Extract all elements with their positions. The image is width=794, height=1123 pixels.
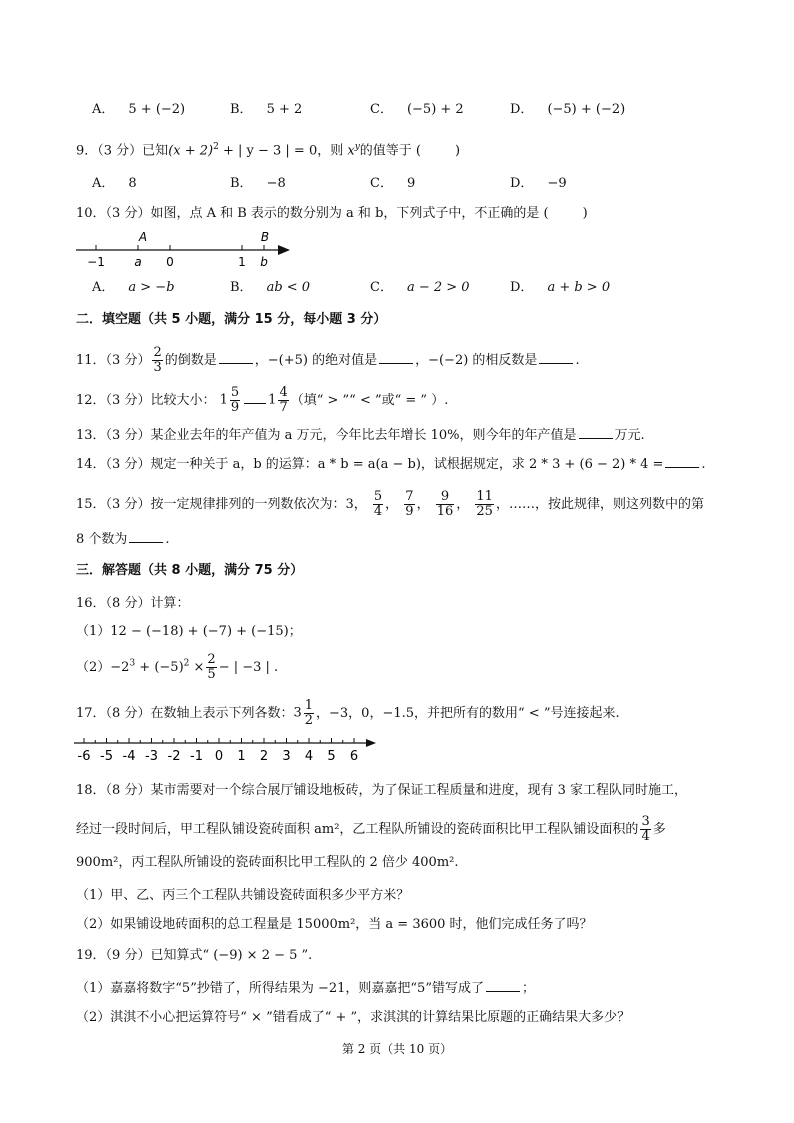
- q8-option-d[interactable]: D． (−5) + (−2): [510, 102, 626, 117]
- tick-label-0: 0: [166, 255, 174, 269]
- q10-option-d[interactable]: D． a + b > 0: [510, 280, 611, 295]
- tick-label-b: b: [260, 255, 268, 269]
- q10-number-line: [70, 228, 300, 272]
- q8-option-b[interactable]: B． 5 + 2: [230, 102, 303, 117]
- point-b-label: B: [260, 230, 270, 244]
- q17-ticks: [78, 738, 359, 764]
- q17-tick-label: 0: [214, 749, 224, 764]
- q15-stem: 15．（3 分）按一定规律排列的一列数依次为：3， $\frac{5}{4}$ ， $\frac{7}{9}$ ， $\frac{9}{16}$ ， $\frac{11}{25}$ ，……，按此规律，则这列数中的第: [76, 489, 704, 519]
- q11-blank-1[interactable]: [219, 349, 253, 364]
- q15-fraction-2: $\frac{7}{9}$: [405, 489, 414, 519]
- q16-fraction: $\frac{2}{5}$: [207, 652, 216, 682]
- q15-fraction-1: $\frac{5}{4}$: [373, 489, 383, 519]
- section2-heading: 二．填空题（共 5 小题，满分 15 分，每小题 3 分）: [76, 312, 387, 327]
- tick-label-a: a: [134, 255, 142, 269]
- q9-option-b[interactable]: B． −8: [230, 176, 286, 191]
- q13-blank[interactable]: [579, 424, 613, 439]
- q13-stem: 13．（3 分）某企业去年的年产值为 a 万元，今年比去年增长 10%，则今年的年产值是 万元.: [76, 424, 645, 446]
- q18-line3: 900m²，丙工程队所铺设的瓷砖面积比甲工程队的 2 倍少 400m².: [76, 855, 459, 870]
- q16-part2: $(2)-2^3 + (-5)^2$ × $\frac{2}{5}$ − | −3 | .: [76, 652, 279, 682]
- q17-tick-label: 5: [327, 749, 336, 764]
- q16-part1: （1）12 − (−18) + (−7) + (−15)；: [76, 624, 302, 639]
- q17-tick-label: -6: [77, 749, 91, 764]
- q18-part2: （2）如果铺设地砖面积的总工程量是 15000m²，当 a = 3600 时，他们完成任务了吗？: [76, 917, 593, 932]
- q9-stem: 9．（3 分）已知$(x + 2)^2$ + | y − 3 | = 0，则 $x^y$的值等于 ( ): [76, 142, 461, 159]
- q10-stem: 10．（3 分）如图，点 A 和 B 表示的数分别为 a 和 b，下列式子中，不正确的是 ( ): [76, 206, 588, 221]
- q8-option-a[interactable]: A． 5 + (−2): [92, 102, 186, 117]
- q17-tick-label: -5: [100, 749, 113, 764]
- q14-blank[interactable]: [665, 453, 699, 468]
- tick-label-1: 1: [238, 255, 246, 269]
- q18-line2: 经过一段时间后，甲工程队铺设瓷砖面积 am²，乙工程队所铺设的瓷砖面积比甲工程队铺设面积的 $\frac{3}{4}$ 多: [76, 814, 666, 844]
- q12-stem: 12．（3 分）比较大小： 1 $\frac{5}{9}$ 1 $\frac{4}{7}$ （填“ > ”“ < ”或“ = ” ）.: [76, 385, 449, 415]
- number-line-arrow: [278, 245, 290, 255]
- section3-heading: 三．解答题（共 8 小题，满分 75 分）: [76, 563, 304, 578]
- q12-blank[interactable]: [244, 389, 266, 404]
- q17-tick-label: 3: [282, 749, 291, 764]
- q16-title: 16．（8 分）计算：: [76, 596, 190, 611]
- q19-part2: （2）淇淇不小心把运算符号“ × ”错看成了“ + ”，求淇淇的计算结果比原题的正确结果大多少？: [76, 1010, 631, 1025]
- q17-tick-label: 4: [304, 749, 314, 764]
- q10-option-a[interactable]: A． a > −b: [92, 280, 175, 295]
- q8-options: [92, 100, 712, 120]
- q19-title: 19．（9 分）已知算式“ (−9) × 2 − 5 ”.: [76, 948, 313, 963]
- q12-mixed-number-1: 1 $\frac{5}{9}$: [219, 385, 240, 415]
- q11-blank-2[interactable]: [379, 349, 413, 364]
- q19-part1: （1）嘉嘉将数字“5”抄错了，所得结果为 −21，则嘉嘉把“5”错写成了 ；: [76, 977, 535, 999]
- q17-tick-label: -1: [190, 749, 203, 764]
- q17-number-line: [70, 733, 390, 765]
- q11-blank-3[interactable]: [539, 349, 573, 364]
- q10-option-b[interactable]: B． ab < 0: [230, 280, 311, 295]
- q18-part1: （1）甲、乙、丙三个工程队共铺设瓷砖面积多少平方米？: [76, 888, 410, 903]
- tick-label-neg1: −1: [87, 255, 105, 269]
- q19-blank[interactable]: [486, 977, 520, 992]
- page-footer: 第 2 页（共 10 页）: [341, 1042, 453, 1056]
- q8-option-c[interactable]: C． (−5) + 2: [370, 102, 464, 117]
- q17-mixed-number: 3 $\frac{1}{2}$: [293, 698, 314, 728]
- q17-tick-label: 2: [259, 749, 269, 764]
- q11-stem: 11．（3 分） $\frac{2}{3}$ 的倒数是 ，−(+5) 的绝对值是 ，−(−2) 的相反数是 .: [76, 345, 580, 375]
- q14-stem: 14．（3 分）规定一种关于 a，b 的运算：a * b = a(a − b)，试根据规定，求 2 * 3 + (6 − 2) * 4 = .: [76, 453, 706, 475]
- q11-fraction: $\frac{2}{3}$: [153, 345, 162, 375]
- q17-tick-label: -3: [145, 749, 158, 764]
- q17-arrow: [366, 739, 376, 747]
- q9-option-c[interactable]: C． 9: [370, 176, 416, 191]
- q17-tick-label: -2: [167, 749, 181, 764]
- q15-fraction-4: $\frac{11}{25}$: [476, 489, 493, 519]
- q17-tick-label: -4: [122, 749, 136, 764]
- q10-options: [92, 278, 712, 298]
- q15-line2: 8 个数为 .: [76, 528, 170, 550]
- q15-fraction-3: $\frac{9}{16}$: [436, 489, 454, 519]
- q18-line1: 18．（8 分）某市需要对一个综合展厅铺设地板砖，为了保证工程质量和进度，现有 3 家工程队同时施工，: [76, 783, 687, 798]
- q10-option-c[interactable]: C． a − 2 > 0: [370, 280, 470, 295]
- q15-blank[interactable]: [129, 528, 163, 543]
- point-a-label: A: [138, 230, 148, 244]
- q9-option-d[interactable]: D． −9: [510, 176, 567, 191]
- q9-options: [92, 174, 712, 194]
- q18-fraction: $\frac{3}{4}$: [641, 814, 650, 844]
- q12-mixed-number-2: 1 $\frac{4}{7}$: [268, 385, 288, 415]
- q17-stem: 17．（8 分）在数轴上表示下列各数：3 $\frac{1}{2}$ ，−3，0，−1.5，并把所有的数用“ < ”号连接起来.: [76, 698, 620, 728]
- q17-tick-label: 1: [237, 749, 246, 764]
- q17-tick-label: 6: [349, 749, 359, 764]
- q9-option-a[interactable]: A． 8: [92, 176, 137, 191]
